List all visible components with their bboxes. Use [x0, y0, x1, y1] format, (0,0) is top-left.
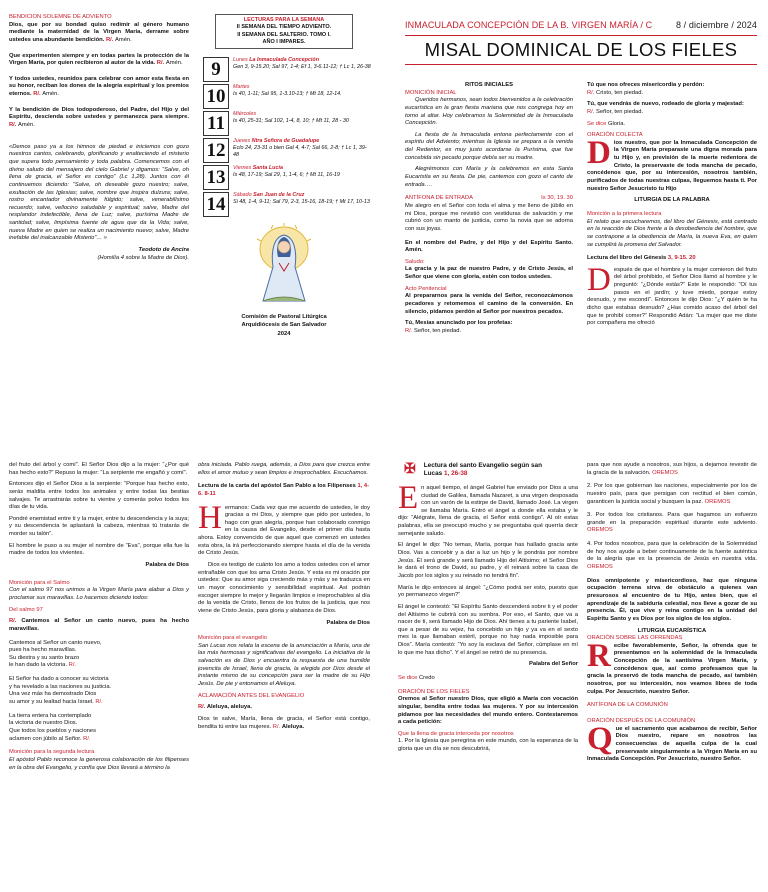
readings-header-title: LECTURAS PARA LA SEMANA	[243, 17, 325, 23]
peticion: 3. Por todos los cristianos. Para que hagamos un esfuerzo grande en la preparación espiritual durante este adviento. OREMOS	[587, 512, 757, 534]
respuesta: R/. Señor, ten piedad.	[587, 108, 644, 115]
acto-penitencial: Al prepararnos para la venida del Señor, reconozcámonos pecadores y retomemos el camino de la conversión. En silencio, pidamos perdón al Señor por nuestros pecados.	[405, 293, 573, 315]
drop-cap: Q	[587, 720, 613, 757]
quote-source: (Homilía 4 sobre la Madre de Dios).	[97, 254, 189, 261]
blessing-title: BENDICIÓN SOLEMNE DE ADVIENTO	[9, 14, 112, 20]
commission-footer: Comisión de Pastoral Litúrgica Arquidiócesis de San Salvador 2024	[241, 314, 327, 337]
peticion: para que nos ayude a nosotros, sus hijos, a dejarnos revestir de la gracia de la salvación. OREMOS	[587, 462, 757, 476]
readings-header-box	[215, 14, 353, 49]
monicion-salmo-label: Monición para el Salmo	[9, 579, 70, 586]
respuesta: R/. Cristo, ten piedad.	[587, 89, 644, 96]
drop-cap: R	[587, 637, 611, 674]
day-readings: Viernes Santa Lucía Is 48, 17-19; Sal 29, 1, 1-4, 6; † Mt 11, 16-19	[233, 165, 340, 179]
monicion-evangelio-label: Monición para el evangelio	[198, 635, 267, 642]
monicion-inicial-label: MONICIÓN INICIAL	[405, 89, 457, 96]
peticion: 2. Por los que gobiernan las naciones, especialmente por los de nuestro país, para que persigan con rectitud el bien común, garanticen la justicia social y busquen la paz. OREMOS	[587, 483, 757, 505]
readings-header-line: II SEMANA DEL TIEMPO ADVIENTO.	[236, 24, 332, 31]
genesis-cont: del fruto del árbol y comí”. El Señor Dios dijo a la mujer: “¿Por qué has hecho esto?” Repuso la mujer: “La serpiente me engañó y comí”.	[9, 462, 189, 476]
saludo-label: Saludo:	[405, 258, 425, 265]
monicion-segunda: El apóstol Pablo reconoce la generosa colaboración de los filipenses en la obra del Evangelio, y confía que Dios llevará a término la	[9, 756, 189, 771]
antifona-entrada: Me alegro en el Señor con toda el alma y me lleno de júbilo en mi Dios, porque me revistió con vestiduras de salvación y me cubrió con un manto de justicia, como la novia que se adorna con sus joyas.	[405, 202, 573, 232]
bottom-col-4	[587, 462, 757, 890]
saludo: La gracia y la paz de nuestro Padre, y de Cristo Jesús, el Señor que viene con gloria, estén con todos ustedes.	[405, 266, 573, 281]
calendar-day	[203, 57, 371, 82]
respuesta-fieles: Que la llena de gracia interceda por nosotros	[398, 730, 514, 737]
parish-name: INMACULADA CONCEPCIÓN DE LA B. VIRGEN MARÍA / C	[405, 20, 653, 30]
ofrendas-label: ORACIÓN SOBRE LAS OFRENDAS	[587, 635, 683, 642]
monicion-primera: El relato que escucharemos, del libro del Génesis, está centrado en la reacción de Dios frente a la desobediencia del hombre, que se contrapone a la obediencia de María, la nueva Eva, en quien se cumplirá la promesa del Salvador.	[587, 218, 757, 248]
oracion-final-fieles: Dios omnipotente y misericordioso, haz que ninguna ocupación terrena sirva de obstáculo a quienes van presurosos al encuentro de tu Hijo, antes bien, que el aprendizaje de la sabiduría celestial, nos lleve a gozar de su presencia. Él, que vive y reina contigo en la unidad del Espíritu Santo y es Dios por los siglos de los siglos.	[587, 577, 757, 622]
calendar-day	[203, 84, 371, 109]
calendar-day	[203, 165, 371, 190]
liturgia-palabra: LITURGIA DE LA PALABRA	[634, 197, 710, 204]
monicion-segunda-cont: obra iniciada. Pablo ruega, además, a Dios para que crezca entre ellos el amor mutuo y sean limpios e irreprochables. Escuchamos.	[198, 462, 370, 476]
blessing-3: Y todos ustedes, reunidos para celebrar con amor esta fiesta en su honor, reciban los dones de la alegría espiritual y los premios eternos. R/. Amén.	[9, 75, 189, 98]
quote-author: Teodoto de Ancira	[138, 247, 189, 254]
invocacion: Tú, que vendrás de nuevo, rodeado de gloria y majestad:	[587, 101, 744, 108]
lectura-genesis: Después de que el hombre y la mujer comieron del fruto del árbol prohibido, el Señor Dios llamó al hombre y le preguntó: “¿Dónde estás?” Este le respondió: “Oí tus pasos en el jardín; y tuve miedo, porque estoy desnudo, y me escondí”. Entonces le dijo Dios: “¿Y quién te ha dicho que estabas desnudo? ¿Has comido acaso del árbol del que te prohibí comer?” Respondió Adán: “La mujer que me diste por compañera me ofreció	[587, 261, 757, 327]
virgin-mary-illustration	[249, 223, 319, 305]
salmo-estrofa: El Señor ha dado a conocer su victoria y ha revelado a las naciones su justicia. Una vez más ha demostrado Dios su amor y su lealtad hacia Israel. R/.	[9, 676, 112, 706]
drop-cap: E	[398, 479, 419, 516]
oracion-colecta: Dios nuestro, que por la Inmaculada Concepción de la Virgen María preparaste una digna morada para tu Hijo y, en previsión de la muerte redentora de Cristo, la preservaste de toda mancha de pecado, concédenos que, por su intercesión, nosotros también, purificados de todas nuestras culpas, lleguemos hasta ti. Por nuestro Señor Jesucristo tu Hijo	[587, 134, 757, 192]
monicion-primera-label: Monición a la primera lectura	[587, 210, 662, 217]
day-readings: Sábado San Juan de la Cruz Si 48, 1-4, 9-11; Sal 79, 2-3, 15-16, 18-19; † Mt 17, 10-13	[233, 192, 370, 206]
bottom-col-2	[198, 462, 370, 890]
salmo-estrofa: La tierra entera ha contemplado la victoria de nuestro Dios. Que todos los pueblos y naciones aclamen con júbilo al Señor. R/.	[9, 712, 97, 742]
respuesta: R/. Señor, ten piedad.	[405, 327, 462, 334]
day-number: 14	[203, 192, 229, 217]
day-readings: Jueves Ntra Señora de Guadalupe Eclo 24, 23-31 o bien Gal 4, 4-7; Sal 66, 2-8; † Lc 1, 39-48	[233, 138, 367, 159]
patristic-quote: «Demos paso ya a los himnos de piedad e iniciemos con gozo nuestros cantos, celebrando, glorificando y enalteciendo el misterio que supera todo pensamiento y toda palabra. Comencemos con el divino saludo del mensajero del cielo Gabriel y digamos: “Salve, oh llena de gracia, el Señor es contigo” (Lc 1,28). Juntos con él continuemos diciendo: “Salve, oh deseable gozo nuestro; salve, exultación de las Iglesias; salve, nombre que inspira dulzura; salve, rostro encantador divinamente fúlgido; salve, venerabilísimo recuerdo; salve, vellocino saludable y espiritual; salve, Madre del resplandor indefectible, llena de Luz; salve, purísima Madre de santidad; salve, limpísima fuente de agua que da la Vida; salve, nueva Madre en quien se realiza un nacimiento nuevo; salve, Madre inefable del inalcanzable Misterio”… »	[9, 143, 189, 242]
monicion-evangelio: San Lucas nos relata la escena de la anunciación a María, una de las más hermosas y significativas del evangelio. La iniciativa de la salvación es de Dios y encuentra la respuesta de una humilde jovencita de Israel, llena de gracia, la elegida por Dios desde el instante mismo de su concepción para ser la madre de su Hijo Jesús. De pie y entonamos el Aleluya.	[198, 642, 370, 688]
calendar	[197, 57, 371, 217]
readings-header-line: II SEMANA DEL SALTERIO. TOMO I.	[237, 31, 331, 38]
oracion-ofrendas: Recibe favorablemente, Señor, la ofrenda que te presentamos en la solemnidad de la Inmaculada Concepción de la santísima Virgen María, y concédenos que, así como profesamos que la gracia la preservó de toda mancha de pecado, así también nosotros, por su intercesión, nos veamos libres de toda culpa. Por Jesucristo, nuestro Señor.	[587, 637, 757, 695]
aclamacion-verso: Dios te salve, María, llena de gracia, el Señor está contigo, bendita tú entre las mujeres. R/. Aleluya.	[198, 715, 370, 730]
top-col-1	[9, 14, 189, 440]
oracion-despues-comunion: Que el sacramento que acabamos de recibir, Señor Dios nuestro, repare en nosotros las consecuencias de aquella culpa de la cual preservaste singularmente a la Virgen María en su Inmaculada Concepción. Por Jesucristo, nuestro Señor.	[587, 720, 757, 763]
salmo-estrofa: Cantemos al Señor un canto nuevo, pues ha hecho maravillas. Su diestra y su santo brazo le han dado la victoria. R/.	[9, 639, 102, 669]
evangelio-lucas: El ángel le dijo: “No temas, María, porque has hallado gracia ante Dios. Vas a concebir y a dar a luz un hijo y le pondrás por nombre Jesús. Él será grande y será llamado Hijo del Altísimo; el Señor Dios le dará el trono de David, su padre, y él reinará sobre la casa de Jacob por los siglos y su reinado no tendrá fin”.	[398, 542, 578, 579]
signo-cruz: En el nombre del Padre, y del Hijo y del Espíritu Santo. Amén.	[405, 239, 573, 254]
cross-icon: ✠	[404, 462, 416, 476]
evangelio-title: ✠ Lectura del santo Evangelio según san Lucas 1, 26-38	[404, 462, 542, 478]
antifona-entrada-label: ANTÍFONA DE ENTRADA Is 30, 19. 30	[405, 195, 573, 202]
evangelio-lucas: María le dijo entonces al ángel: “¿Cómo podrá ser esto, puesto que yo permanezco virgen?”	[398, 584, 578, 599]
oracion-colecta-label: ORACIÓN COLECTA	[587, 132, 643, 139]
day-number: 11	[203, 111, 229, 136]
ritos-iniciales: RITOS INICIALES	[465, 82, 513, 88]
top-col-3	[405, 82, 573, 438]
top-col-4	[587, 82, 757, 438]
calendar-day	[203, 192, 371, 217]
oracion-fieles: Oremos al Señor nuestro Dios, que eligió a María con vocación singular, bendita entre todas las mujeres. Y por su intercesión pidamos por las necesidades del mundo entero. Contestaremos a cada petición:	[398, 696, 578, 726]
top-col-2	[197, 14, 371, 440]
day-number: 9	[203, 57, 229, 82]
oracion-fieles-label: ORACIÓN DE LOS FIELES	[398, 688, 470, 695]
evangelio-lucas: El ángel le contestó: “El Espíritu Santo descenderá sobre ti y el poder del Altísimo te cubrirá con su sombra. Por eso, el Santo, que va a nacer de ti, será llamado Hijo de Dios. Ahí tienes a tu pariente Isabel, que a pesar de su vejez, ha concebido un hijo y ya va en el sexto mes la que llamaban estéril, porque no hay nada imposible para Dios”. María contestó: “Yo soy la esclava del Señor, cúmplase en mí lo que me has dicho”. Y el ángel se retiró de su presencia.	[398, 603, 578, 656]
blessing-1: Dios, que por su bondad quiso redimir al género humano mediante la maternidad de la Virgen María, derrame sobre ustedes una abundante bendición. R/. Amén.	[9, 21, 189, 43]
drop-cap: D	[587, 134, 611, 171]
evangelio-lucas: En aquel tiempo, el ángel Gabriel fue enviado por Dios a una ciudad de Galilea, llamada Nazaret, a una virgen desposada con un varón de la estirpe de David, llamado José. La virgen se llamaba María. Entró el ángel a donde ella estaba y le dijo: “Alégrate, llena de gracia, el Señor está contigo”. Al oír estas palabras, ella se preocupó mucho y se preguntaba qué querría decir semejante saludo.	[398, 479, 578, 537]
day-number: 10	[203, 84, 229, 109]
missal-title: MISAL DOMINICAL DE LOS FIELES	[424, 38, 738, 60]
day-number: 12	[203, 138, 229, 163]
peticion: 4. Por todos nosotros, para que la celebración de la Solemnidad de hoy nos ayude a beber continuamente de la fuente auténtica de la alegría que es la presencia de Jesús en nuestra vida. OREMOS	[587, 541, 757, 571]
bulletin-date: 8 / diciembre / 2024	[675, 20, 757, 30]
antifona-comunion-label: ANTÍFONA DE LA COMUNIÓN	[587, 702, 668, 709]
day-readings: Lunes La Inmaculada Concepción Gen 3, 9-15.20; Sal 97, 1-4; Ef 1, 3-6.11-12; † Lc 1, 26-38	[233, 57, 371, 71]
drop-cap: D	[587, 261, 611, 298]
lectura-filipenses-title: Lectura de la carta del apóstol San Pablo a los Filipenses 1, 4-6. 8-11	[198, 483, 370, 497]
aclamacion: R/. Aleluya, aleluya.	[198, 704, 252, 711]
palabra-de-dios: Palabra de Dios	[145, 562, 189, 569]
invocacion: Tú, Mesías anunciado por los profetas:	[405, 320, 513, 327]
genesis-cont: El hombre le puso a su mujer el nombre de “Eva”, porque ella fue la madre de todos los vivientes.	[9, 542, 189, 557]
lectura-filipenses: Hermanos: Cada vez que me acuerdo de ustedes, le doy gracias a mi Dios, y siempre que pido por ustedes, lo hago con gran alegría, porque han colaborado conmigo en la causa del Evangelio, desde el primer día hasta ahora. Estoy convencido de que aquel que comenzó en ustedes esta obra, la irá perfeccionando siempre hasta el día de la venida de Cristo Jesús.	[198, 499, 370, 557]
bottom-col-1	[9, 462, 189, 890]
lectura-genesis-title: Lectura del libro del Génesis 3, 9-15. 20	[587, 255, 696, 262]
monicion-inicial: Alegrémonos con María y la celebremos en esta Santa Eucaristía en su fiesta. De pie, cantemos con gozo el canto de entrada….	[405, 166, 573, 188]
day-number: 13	[203, 165, 229, 190]
invocacion: Tú que nos ofreces misericordia y perdón:	[587, 82, 705, 88]
monicion-inicial: La fiesta de la Inmaculada entona perfectamente con el espíritu del Adviento; mientras la Iglesia se prepara a la venida del Redentor, es muy justo acordarse la Purísima, que fue concebida sin pecado porque debía ser su madre.	[405, 131, 573, 161]
salmo-label: Del salmo 97	[9, 606, 43, 613]
monicion-segunda-label: Monición para la segunda lectura	[9, 749, 95, 756]
salmo-respuesta: R/. Cantemos al Señor un canto nuevo, pues ha hecho maravillas.	[9, 618, 189, 632]
drop-cap: H	[198, 499, 222, 536]
palabra-de-dios: Palabra de Dios	[326, 619, 370, 626]
monicion-inicial: Queridos hermanos, sean todos bienvenidos a la celebración eucarística en la gran fiesta mariana que nos congrega hoy en torno al altar. Hoy celebramos la Solemnidad de la Inmaculada Concepción.	[405, 97, 573, 127]
despues-comunion-label: ORACIÓN DESPUÉS DE LA COMUNIÓN	[587, 717, 696, 724]
blessing-4: Y la bendición de Dios todopoderoso, del Padre, del Hijo y del Espíritu, descienda sobre ustedes y permanezca para siempre. R/. Amén.	[9, 106, 189, 129]
genesis-cont: Entonces dijo el Señor Dios a la serpiente: “Porque has hecho esto, serás maldita entre todos los animales y entre todas las bestias salvajes. Te arrastrarás sobre tu vientre y comerás polvo todos los días de tu vida.	[9, 481, 189, 511]
blessing-2: Que experimenten siempre y en todas partes la protección de la Virgen María, por quien recibieron al autor de la vida. R/. Amén.	[9, 52, 189, 67]
genesis-cont: Pondré enemistad entre ti y la mujer, entre tu descendencia y la suya; y su descendencia te aplastará la cabeza, mientras tú tratarás de morder su talón”.	[9, 515, 189, 538]
missal-header	[405, 20, 757, 74]
day-readings: Miércoles Is 40, 25-31; Sal 102, 1-4, 8, 10; † Mt 11, 28 - 30	[233, 111, 349, 125]
credo-note: Se dice Credo	[398, 675, 435, 681]
monicion-salmo: Con el salmo 97 nos unimos a la Virgen María para alabar a Dios y proclamar sus maravillas. Lo hacemos diciendo todos:	[9, 587, 189, 601]
bottom-col-3	[398, 462, 578, 890]
day-readings: Martes Is 40, 1-11; Sal 95, 1-3.10-13; † Mt 18, 12-14.	[233, 84, 342, 98]
calendar-day	[203, 111, 371, 136]
liturgia-eucaristica: LITURGIA EUCARÍSTICA	[637, 627, 707, 634]
lectura-filipenses: Dios es testigo de cuánto los amo a todos ustedes con el amor entrañable con que los ama Cristo Jesús. Y esta es mi oración por ustedes: Que su amor siga creciendo más y más y se traduzca en un mayor conocimiento y sensibilidad espiritual. Así podrán escoger siempre lo mejor y llegarán limpios e irreprochables al día de la venida de Cristo, llenos de los frutos de la justicia, que nos viene de Cristo Jesús, para gloria y alabanza de Dios.	[198, 562, 370, 614]
aclamacion-label: ACLAMACIÓN ANTES DEL EVANGELIO	[198, 692, 305, 699]
acto-penitencial-label: Acto Penitencial	[405, 285, 447, 292]
peticion: 1. Por la Iglesia que peregrina en este mundo, con la esperanza de la gloria que un día se nos descubrirá,	[398, 738, 578, 753]
gloria-note: Se dice Gloria.	[587, 120, 626, 127]
palabra-del-senor: Palabra del Señor	[529, 661, 578, 668]
calendar-day	[203, 138, 371, 163]
readings-header-line: AÑO I IMPARES.	[262, 38, 306, 45]
